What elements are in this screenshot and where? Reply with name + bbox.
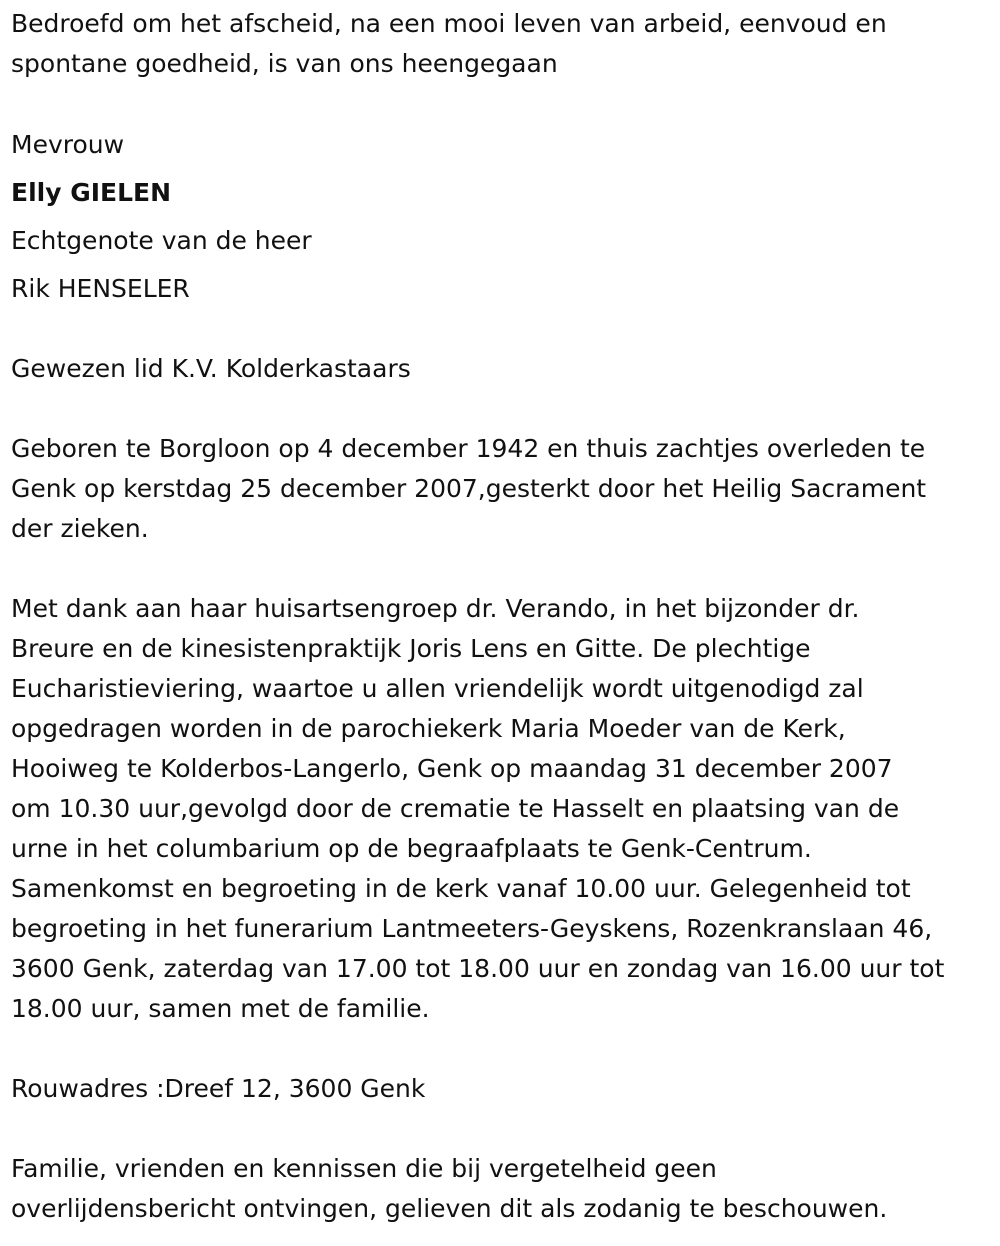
spouse-name: Rik HENSELER: [11, 274, 190, 303]
mourning-address: Rouwadres :Dreef 12, 3600 Genk: [11, 1074, 426, 1103]
ceremony-line: begroeting in het funerarium Lantmeeters-Geyskens, Rozenkranslaan 46,: [11, 914, 933, 943]
deceased-name: Elly GIELEN: [11, 178, 172, 207]
ceremony-paragraph: [11, 589, 944, 1029]
honorific: Mevrouw: [11, 130, 125, 159]
intro-line: spontane goedheid, is van ons heengegaan: [11, 49, 558, 78]
birth-line: der zieken.: [11, 514, 149, 543]
ceremony-line: Met dank aan haar huisartsengroep dr. Verando, in het bijzonder dr.: [11, 594, 860, 623]
ceremony-line: om 10.30 uur,gevolgd door de crematie te Hasselt en plaatsing van de: [11, 794, 900, 823]
ceremony-line: Samenkomst en begroeting in de kerk vanaf 10.00 uur. Gelegenheid tot: [11, 874, 911, 903]
membership: Gewezen lid K.V. Kolderkastaars: [11, 354, 411, 383]
spouse-line: Echtgenote van de heer: [11, 226, 312, 255]
closing-line: overlijdensbericht ontvingen, gelieven dit als zodanig te beschouwen.: [11, 1194, 888, 1223]
intro-line: Bedroefd om het afscheid, na een mooi leven van arbeid, eenvoud en: [11, 9, 887, 38]
birth-line: Geboren te Borgloon op 4 december 1942 en thuis zachtjes overleden te: [11, 434, 926, 463]
birth-death-paragraph: [11, 429, 926, 549]
intro-paragraph: [11, 4, 887, 84]
ceremony-line: 3600 Genk, zaterdag van 17.00 tot 18.00 uur en zondag van 16.00 uur tot: [11, 954, 945, 983]
ceremony-line: 18.00 uur, samen met de familie.: [11, 994, 430, 1023]
ceremony-line: opgedragen worden in de parochiekerk Maria Moeder van de Kerk,: [11, 714, 846, 743]
ceremony-line: Hooiweg te Kolderbos-Langerlo, Genk op maandag 31 december 2007: [11, 754, 893, 783]
ceremony-line: Eucharistieviering, waartoe u allen vriendelijk wordt uitgenodigd zal: [11, 674, 864, 703]
ceremony-line: urne in het columbarium op de begraafplaats te Genk-Centrum.: [11, 834, 812, 863]
closing-line: Familie, vrienden en kennissen die bij vergetelheid geen: [11, 1154, 717, 1183]
ceremony-line: Breure en de kinesistenpraktijk Joris Lens en Gitte. De plechtige: [11, 634, 811, 663]
birth-line: Genk op kerstdag 25 december 2007,gesterkt door het Heilig Sacrament: [11, 474, 927, 503]
closing-paragraph: [11, 1149, 887, 1229]
